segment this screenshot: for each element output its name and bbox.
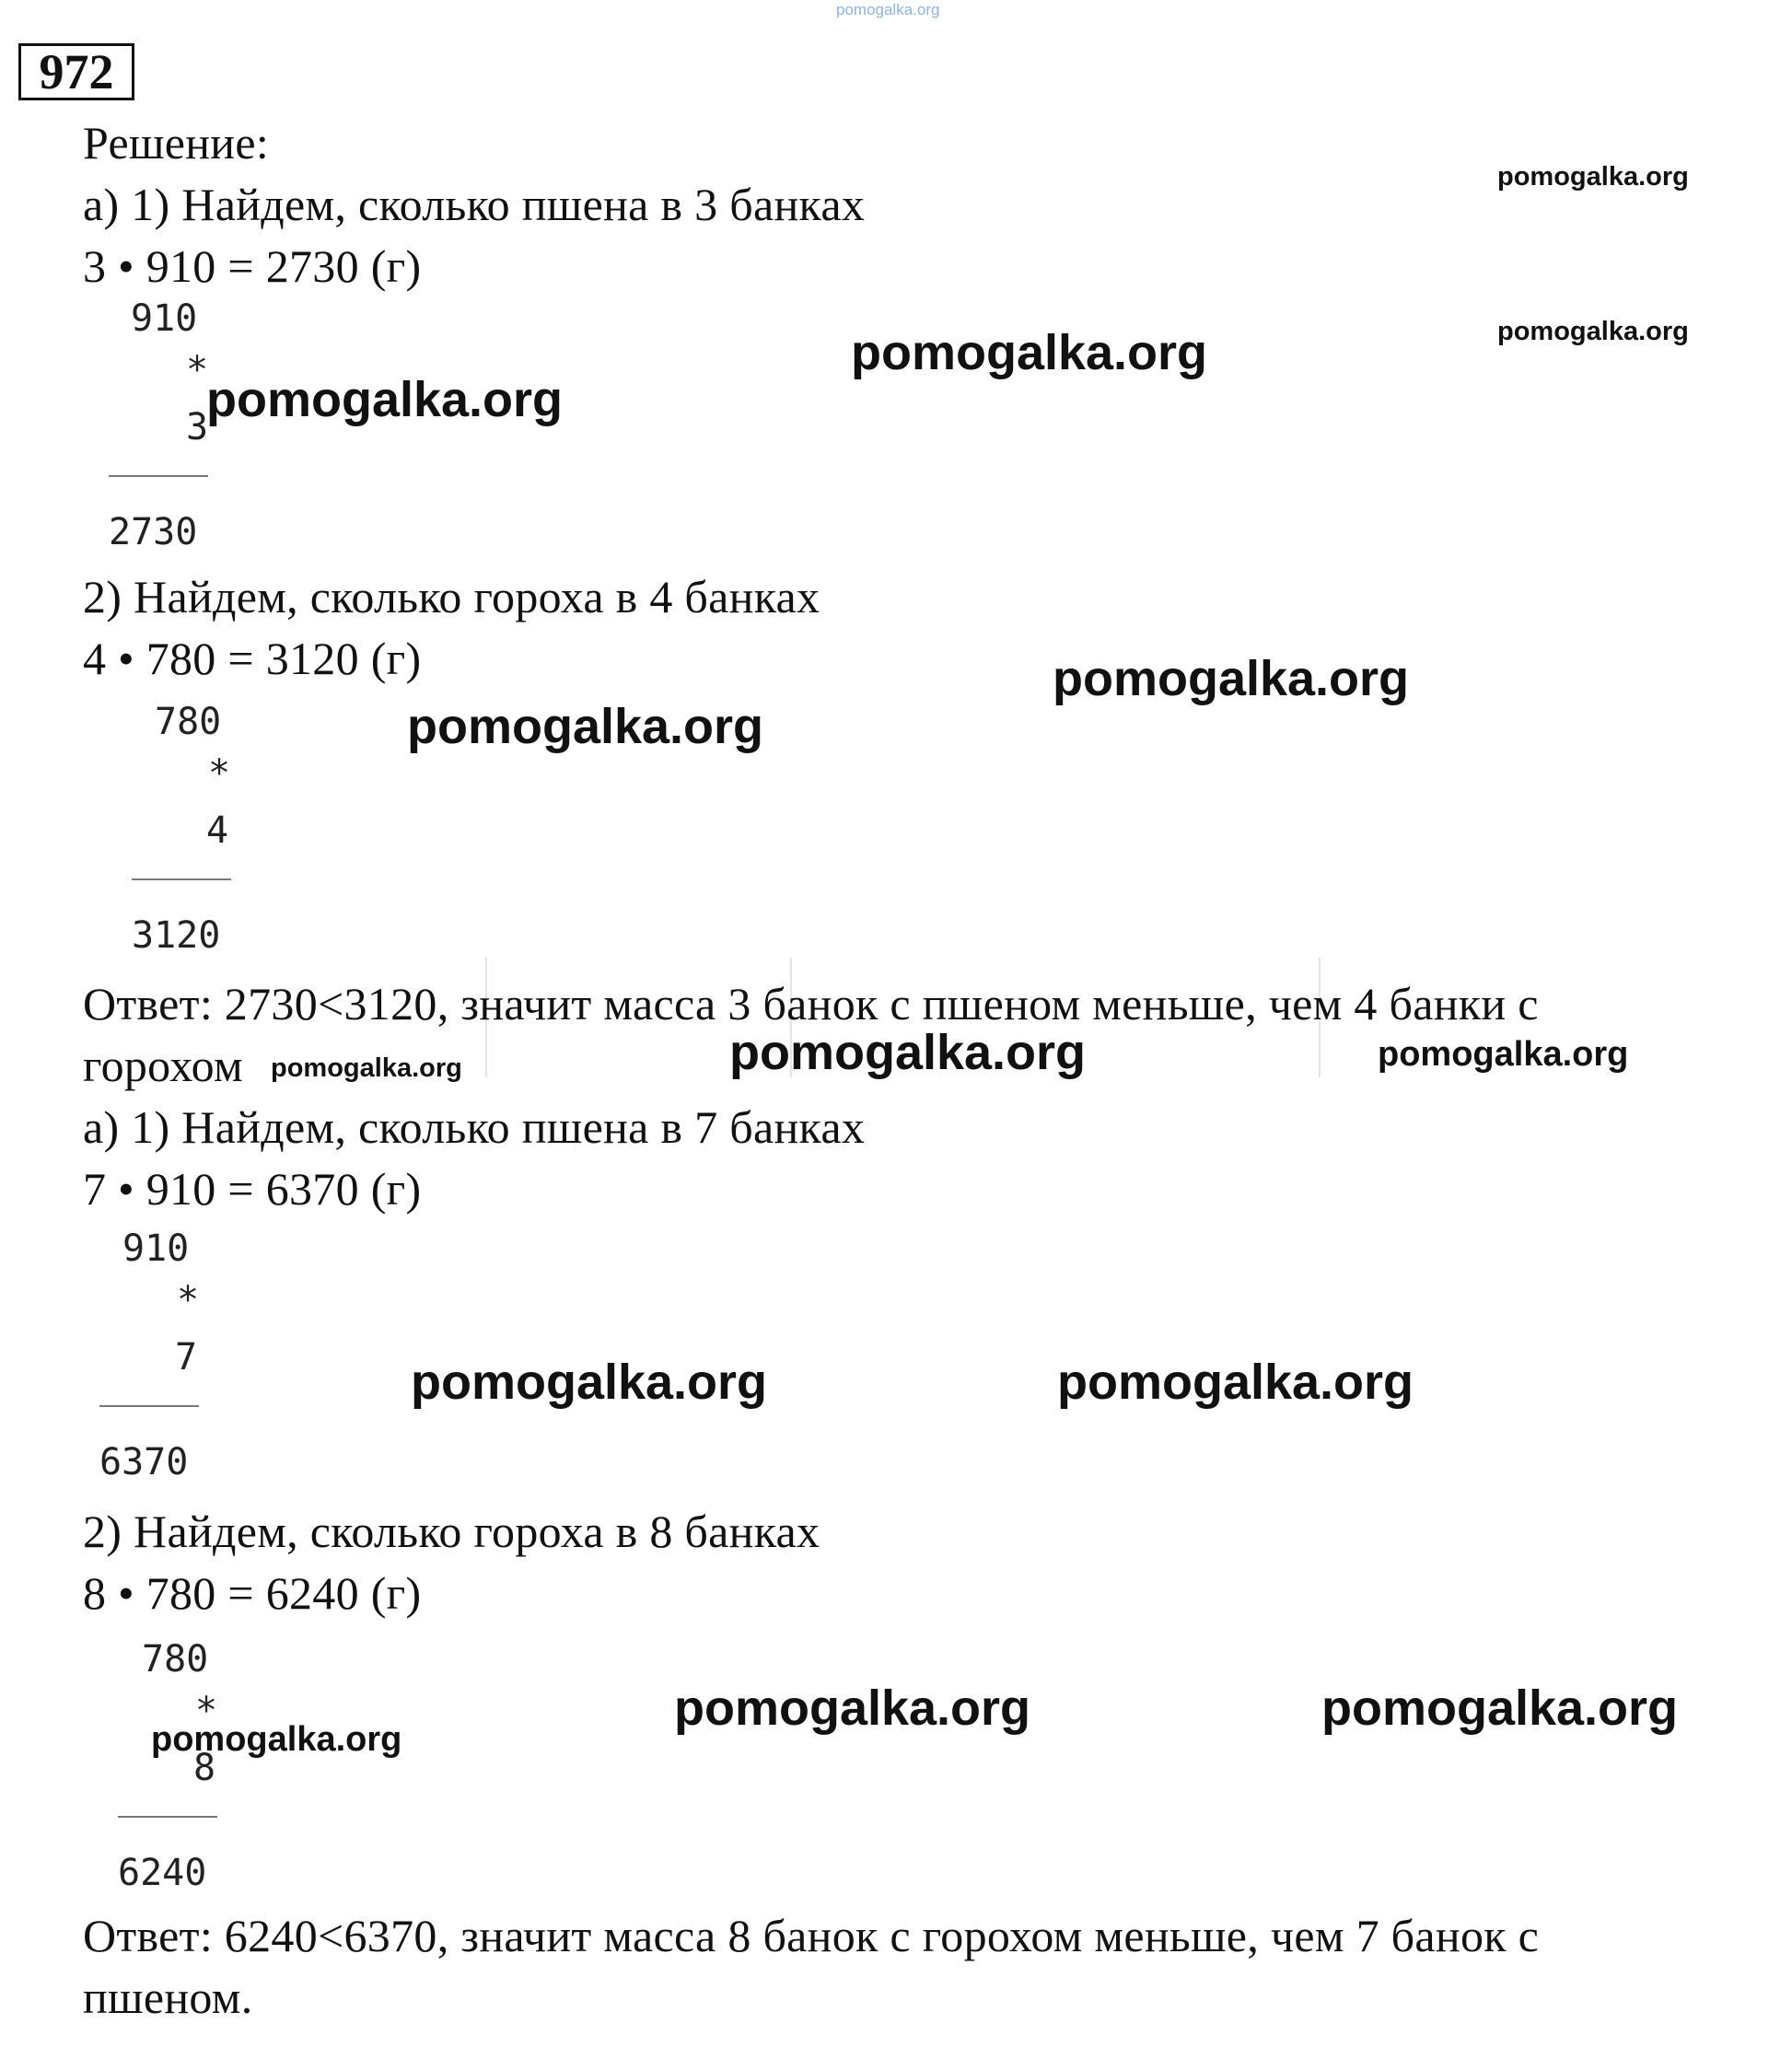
watermark: pomogalka.org [674, 1681, 1031, 1736]
answer2-line1: Ответ: 6240<6370, значит масса 8 банок с горохом меньше, чем 7 банок с [83, 1910, 1540, 1961]
watermark-small: pomogalka.org [151, 1720, 402, 1759]
calc1-multiplier: 3 [186, 406, 209, 448]
watermark: pomogalka.org [729, 1025, 1087, 1080]
calc1-result: 2730 [109, 511, 198, 553]
calc1-rule [109, 475, 208, 477]
watermark: pomogalka.org [206, 372, 564, 427]
watermark: pomogalka.org [851, 325, 1208, 380]
calc2-multiplier: 4 [206, 809, 229, 852]
watermark-small: pomogalka.org [1497, 162, 1689, 192]
problem-number: 972 [18, 43, 134, 100]
answer2-line2: пшеном. [83, 1971, 253, 2023]
calc3-top: 910 [122, 1227, 190, 1270]
watermark: pomogalka.org [1057, 1355, 1414, 1410]
watermark: pomogalka.org [407, 699, 764, 754]
calc1-top: 910 [131, 297, 198, 340]
watermark-small: pomogalka.org [1497, 317, 1689, 346]
watermark-top: pomogalka.org [836, 1, 940, 18]
calc4-multiplier: 8 [193, 1747, 216, 1789]
part-a1-equation: 3 • 910 = 2730 (г) [83, 240, 422, 292]
calc3-operator: * [177, 1279, 200, 1321]
calc2-operator: * [208, 752, 231, 795]
part-a1-title: а) 1) Найдем, сколько пшена в 3 банках [83, 179, 866, 230]
calc1-operator: * [186, 349, 209, 391]
answer1-line2: горохом [83, 1040, 243, 1091]
calc2-result: 3120 [132, 914, 221, 957]
part-b1-title: а) 1) Найдем, сколько пшена в 7 банках [83, 1101, 866, 1153]
part-b2-title: 2) Найдем, сколько гороха в 8 банках [83, 1506, 820, 1557]
watermark: pomogalka.org [1321, 1681, 1679, 1736]
watermark: pomogalka.org [411, 1355, 768, 1410]
watermark-small: pomogalka.org [1378, 1035, 1629, 1074]
calc3-rule [99, 1405, 199, 1407]
part-a2-equation: 4 • 780 = 3120 (г) [83, 633, 422, 684]
calc3-result: 6370 [99, 1441, 189, 1483]
calc4-rule [118, 1816, 217, 1818]
calc4-operator: * [195, 1690, 218, 1732]
watermark: pomogalka.org [1053, 651, 1410, 706]
answer1-line1: Ответ: 2730<3120, значит масса 3 банок с пшеном меньше, чем 4 банки с [83, 978, 1539, 1029]
calc2-rule [132, 878, 231, 880]
calc3-multiplier: 7 [175, 1336, 198, 1378]
calc4-top: 780 [142, 1638, 209, 1681]
part-b1-equation: 7 • 910 = 6370 (г) [83, 1163, 422, 1215]
calc2-top: 780 [155, 701, 222, 743]
watermark-small: pomogalka.org [271, 1053, 462, 1083]
part-b2-equation: 8 • 780 = 6240 (г) [83, 1567, 422, 1619]
calc4-result: 6240 [118, 1852, 207, 1894]
solution-label: Решение: [83, 117, 270, 169]
part-a2-title: 2) Найдем, сколько гороха в 4 банках [83, 571, 820, 622]
